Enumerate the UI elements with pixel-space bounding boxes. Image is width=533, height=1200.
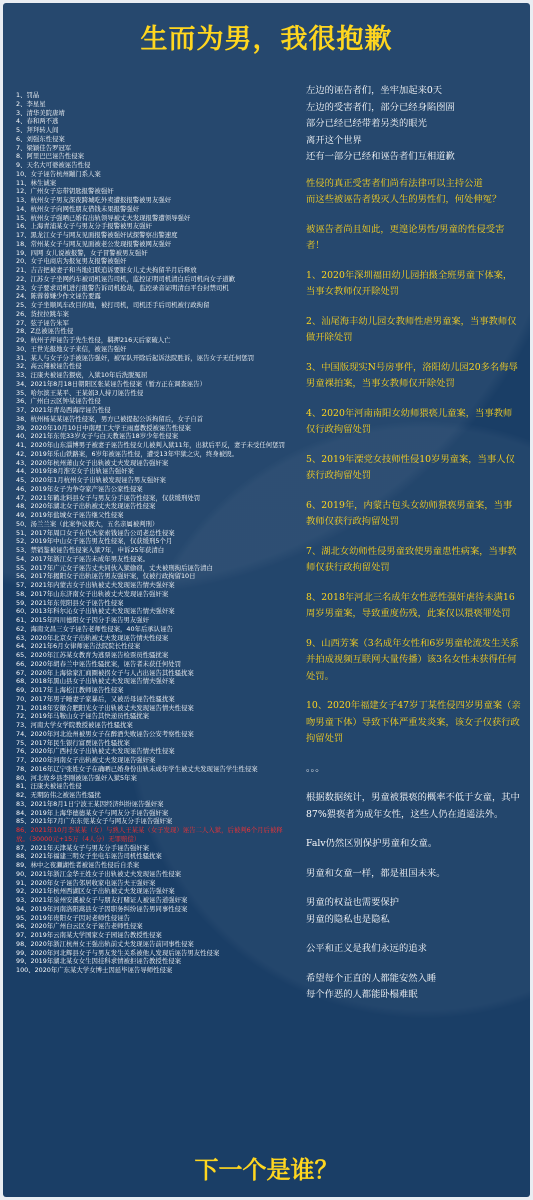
case-list-item: 31、某人与女子分手被诬告强奸，被军队开除后起诉法院胜诉，诬告女子无任何惩罚 <box>16 353 255 362</box>
case-list-item: 14、杭州女子向网性朋友借钱未果报警强奸 <box>16 204 140 213</box>
case-list-item: 11、林生诚案 <box>16 178 57 187</box>
case-list-item: 25、女子坐顺风车改目的地，被打司机，司机还手后司机被行政拘留 <box>16 301 210 309</box>
case-list-item: 85、2021年7月广东东莞某女子与网友分手诬告强奸案 <box>16 817 173 826</box>
commentary-paragraph <box>306 406 521 439</box>
case-list-item: 94、2019年河南洛阳嵩县女子因职务纠纷诬告男同事性侵案 <box>16 904 188 913</box>
case-list-item: 33、汪康夫被诬告猥亵，入狱10年后洗脱冤屈 <box>16 371 148 379</box>
case-list-item: 75、2017年民生银行富贾诬告性骚扰案 <box>16 738 130 747</box>
commentary-paragraph <box>306 222 521 255</box>
commentary-line: 希望每个正直的人都能安然入睡 <box>306 972 437 984</box>
case-list-item: 29、杭州子萍诬告于先生性侵，羁押216天后家破人亡 <box>16 336 171 344</box>
commentary-paragraph <box>306 761 521 778</box>
case-list-item: 57、2021年内蒙古女子出轨被丈夫发现诬告情夫强奸案 <box>16 581 175 589</box>
commentary-paragraph <box>306 268 521 301</box>
case-list <box>16 91 288 975</box>
commentary-line: 每个作恶的人都能卧榻难眠 <box>306 989 418 1000</box>
case-list-item: 88、2021年福建三明女子坐电车诬告司机性骚扰案 <box>16 852 162 861</box>
case-list-item: 12、广州女子忘带钥匙报警被强奸 <box>16 187 114 196</box>
commentary-line: 离开这个世界 <box>306 134 362 146</box>
commentary-line: 部分已经已经带着另类的眼光 <box>306 118 427 129</box>
case-list-item: 53、禁销鉴被诬告性侵案入狱7年，申诉25年获清白 <box>16 546 165 554</box>
case-list-item: 41、2020年山东淄博男子被妻子诬告性侵女儿被判入狱11年，出狱后平反，妻子未受任何惩罚 <box>16 441 285 449</box>
case-list-item: 96、2020年广州白云区女子诬告老师性侵案 <box>16 922 143 931</box>
case-list-item: 5、拜拜转人间 <box>16 126 59 134</box>
case-list-item: 21、吉吉把被妻子和当地妇联追诉要脏女儿丈夫拘留半月后释放 <box>16 266 197 274</box>
case-list-item: 82、无期防伟之被诬告性骚扰 <box>16 791 101 799</box>
commentary-line: 9、山西芳案（3名成年女性和6岁男童轮流发生关系并拍成视频互联网大量传播）该3名女性未获得任何处罚。 <box>306 637 519 682</box>
commentary-paragraph <box>306 971 521 1004</box>
commentary-paragraph <box>306 314 521 347</box>
commentary-paragraph <box>306 360 521 393</box>
case-list-item: 71、2018年安徽合肥阳光女子出轨被丈夫发现诬告情夫性侵案 <box>16 703 194 712</box>
case-list-item: 99、2019年湖北某女女生因挂科求情被拒诬告教授性侵案 <box>16 957 181 966</box>
case-list-item: 3、清华美院唐靖 <box>16 108 65 117</box>
case-list-item: 17、黑龙江女子与网友见面报警被强奸试探警察出警速度 <box>16 231 178 239</box>
case-list-item: 44、2019年8月淮安女子出轨诬告强奸案 <box>16 467 134 476</box>
case-list-item: 67、2020年上海徐家汇商圈被拐女子与人占出诬告其性骚扰案 <box>16 668 194 677</box>
case-list-item: 45、2020年1月杭州女子出轨被发现诬告男友强奸案 <box>16 476 166 484</box>
case-list-item: 20、女子电商店为报复男友报警被强奸 <box>16 257 127 266</box>
case-list-item: 19、四网 女儿说被报警，女子冒警被男友强奸 <box>16 248 148 257</box>
commentary-line: 男童和女童一样，都是祖国未来。 <box>306 867 446 879</box>
case-list-item: 51、2017年周口女子在代夫家索钱诬告公司老总性侵案 <box>16 528 175 537</box>
case-list-item: 9、天名大可婆被诬告性侵 <box>16 161 91 169</box>
case-list-item: 56、2017年揭阳女子出轨诬告男友强奸案，仅被行政拘留10日 <box>16 572 196 581</box>
case-list-item: 61、2015年四川德阳女子因分手诬告男友强奸 <box>16 616 150 624</box>
commentary-line: 3、中国版现实N号房事件，洛阳幼儿园20多名侮辱男童裸拍案，当事女教师仅开除处罚 <box>306 361 518 389</box>
commentary-paragraph <box>306 836 521 853</box>
case-list-item: 15、杭州女子强晒已婚有出轨领导被丈夫发现报警遭领导强奸 <box>16 213 191 222</box>
case-list-item: 40、2021年东莞33岁女子与白天教诬告18岁少年性侵案 <box>16 432 179 441</box>
commentary-paragraph <box>306 176 521 209</box>
case-list-item: 7、梁颖佳告罗冠军 <box>16 143 72 152</box>
case-list-item: 1、罚晶 <box>16 91 40 99</box>
case-list-item: 16、上海青浦某女子与男友分手报警被男友强奸 <box>16 222 152 231</box>
commentary-line: 8、2018年河北三名成年女性恶性强奸虐待未满16周岁男童案，导致重度伤残，此案仅以猥亵罪处罚 <box>306 591 515 619</box>
case-list-item: 90、2021年浙江金华王姓女子出轨被丈夫发现诬告性侵案 <box>16 869 181 878</box>
case-list-item: 13、杭州女子男友深夜跨城吃外卖遭报报警被男友强奸 <box>16 196 172 204</box>
case-list-item: 28、Z总被诬告性侵 <box>16 327 74 336</box>
case-list-item: 52、2019年中山女子诬告男友性侵案，仅获缓刑5个月 <box>16 537 173 546</box>
commentary-line: 男童的隐私也是隐私 <box>306 913 390 925</box>
case-list-item: 26、货拉拉跳车案 <box>16 309 69 318</box>
case-list-item: 39、2020年10月10日中南理工大学王雨嘉教授被诬告性侵案 <box>16 423 191 432</box>
commentary-paragraph <box>306 895 521 928</box>
commentary-paragraph <box>306 83 521 166</box>
case-list-item: 98、2020年浙江杭州女王强出轨前丈夫发现诬告前同事性侵案 <box>16 939 194 948</box>
commentary-line: 7、湖北女幼师性侵男童致使男童患性病案，当事教师仅获行政拘留处罚 <box>306 545 517 573</box>
case-list-item: 27、弦子诬告朱军 <box>16 318 69 327</box>
case-list-item: 87、2021年天津某女子与男友分手诬告强奸案 <box>16 843 150 852</box>
case-list-item: 37、2021年青岛西海岸诬告性侵 <box>16 406 111 414</box>
case-list-item: 80、河北故乡县李刚被诬告强奸入狱5年案 <box>16 773 137 782</box>
case-list-item: 93、2021年泉州安溪被女子与朋友打赌证人被诬告道强奸案 <box>16 896 188 904</box>
case-list-item: 48、2020年湖北女子出轨被丈夫发现诬告性侵案 <box>16 502 156 511</box>
commentary-line: 5、2019年溧党女技师性侵10岁男童案，当事人仅获行政拘留处罚 <box>306 453 515 481</box>
case-list-item: 46、2019年女子为争夺家产诬告公家性侵案 <box>16 484 143 493</box>
commentary-line: 4、2020年河南南阳女幼师猥亵儿童案，当事教师仅行政拘留处罚 <box>306 407 513 435</box>
case-list-item: 35、哈尔滨王某平、王某娟3人持刀诬告性侵 <box>16 388 144 397</box>
case-list-item: 30、王世光报地女子来信，被诬告强奸 <box>16 344 127 353</box>
commentary-line: 2、汕尾海丰幼儿园女教师性虐男童案，当事教师仅做开除处罚 <box>306 315 517 343</box>
case-list-item: 38、杭州杨某某诬告性侵案，男方已被提起公诉拘留后，女子自首 <box>16 414 204 423</box>
case-list-item: 18、常州某女子与网友见面被老公发现报警被网友强奸 <box>16 239 172 248</box>
case-list-item: 92、2021年杭州西湖区女子出轨被丈夫发现诬告强奸案 <box>16 887 175 896</box>
case-list-item: 64、2021年6月女律师诬告法院院长性侵案 <box>16 642 141 651</box>
case-list-item: 99、2020年河北辉县女子与男友发生关系被他人发现后诬告男友性侵案 <box>16 948 220 957</box>
case-list-item: 62、海南文昌三女子诬告老师性侵案，40年后承认诬告 <box>16 624 173 633</box>
commentary-line: 左边的诬告者们，坐牢加起来0天 <box>306 85 443 96</box>
commentary-line: 。。。 <box>306 762 325 774</box>
commentary-line: 公平和正义是我们永远的追求 <box>306 943 427 954</box>
commentary-paragraph <box>306 636 521 686</box>
case-list-item: 72、2019年马鞍山女子诬告其快递员性骚扰案 <box>16 712 150 721</box>
case-list-item: 69、2017年上海松江教师诬告性侵案 <box>16 686 124 694</box>
case-list-item: 100、2020年广东某大学女博士因延毕诬告导师性侵案 <box>16 966 173 974</box>
commentary-paragraph <box>306 941 521 958</box>
case-list-item: 47、2021年鹤北料县女子与男友分手诬告性侵案，仅获缓刑处罚 <box>16 493 201 502</box>
case-list-item: 10、女子诬告杭州蹦门系人案 <box>16 169 101 178</box>
poster <box>3 3 530 1197</box>
case-list-item: 42、2019年乐山铁路案，6岁年被诬告性侵，遭受13年牢狱之灾，终身被毁。 <box>16 449 238 458</box>
case-list-item: 22、江苏女子坐网约车被司机诬告司机，监控证明司机清白后司机向女子道歉 <box>16 274 236 283</box>
case-list-item: 84、2019年上海华德德某女子与网友分手诬告强奸案 <box>16 808 169 817</box>
case-list-item: 6、刘强东性侵案 <box>16 134 65 143</box>
case-list-item: 95、2019年贵阳女子因对老师性侵诬告 <box>16 913 130 922</box>
commentary-line: 6、2019年，内蒙古包头女幼师猥亵男童案，当事教师仅获行政拘留处罚 <box>306 499 513 527</box>
commentary-paragraph <box>306 544 521 577</box>
commentary-line: 而这些被诬告者毁灭人生的男性们，何处伸冤？ <box>306 194 502 205</box>
commentary-paragraph <box>306 790 521 823</box>
commentary-paragraph <box>306 698 521 748</box>
case-list-item: 89、林中之夜瀬湖性者被诬告性侵后自杀案 <box>16 861 140 869</box>
case-list-item: 77、2020年河南女子出轨被丈夫发现诬告强奸案 <box>16 756 156 764</box>
commentary-line: 男童的权益也需要保护 <box>306 897 399 908</box>
poster-title: 生而为男，我很抱歉 <box>140 24 393 55</box>
case-list-item: 81、汪康夫被诬告性侵 <box>16 782 82 791</box>
case-list-item: 65、2020年江苏某女教育为逃票诬告检票员性骚扰案 <box>16 651 169 659</box>
commentary-paragraph <box>306 498 521 531</box>
poster-footer: 下一个是谁？ <box>194 1156 339 1184</box>
case-list-item: 23、女子要求司机进行报警告诉司机抢劫，监控录音证明清白平台封禁司机 <box>16 283 229 292</box>
case-list-item: 50、汤兰兰案（此案争议极大，五名亲属被判刑） <box>16 519 159 528</box>
commentary-column <box>306 83 521 1017</box>
case-list-item: 66、2020年胡春兰中诬告性骚扰案，诬告者未获任何处罚 <box>16 659 181 668</box>
commentary-paragraph <box>306 866 521 883</box>
commentary-line: Falv仍然区别保护男童和女童。 <box>306 838 438 849</box>
case-list-item: 49、2019年盐城女子诬告继父性侵案 <box>16 511 124 519</box>
commentary-line: 性侵的真正受害者们尚有法律可以主持公道 <box>306 177 483 189</box>
case-list-item: 83、2021年8月1日宁波王某因经济纠纷诬告强奸案 <box>16 799 164 808</box>
case-list-item: 54、2017年浙江女子诬告未成年男友性侵案。 <box>16 554 150 563</box>
case-list-item: 4、春和两不逃 <box>16 117 59 126</box>
case-list-item: 60、2013年科尔沁女子出轨被丈夫发现诬告情夫强奸案 <box>16 607 175 616</box>
case-list-item: 8、阿里巴巴诬告性侵案 <box>16 152 84 161</box>
case-list-item: 24、陈蓉蓉嫌少作文诬告要露 <box>16 292 101 301</box>
commentary-line: 10、2020年福建女子47岁丁某性侵四岁男童案（亲吻男童下体）导致下体严重发炎案，该女子仅获行政拘留处罚 <box>306 700 521 744</box>
case-list-item: 86、2021年10月李某某（女）与熟人王某某（女子发现）诬告二人入狱，后被判6个月后被释放。（30000元+15万（4人分）无罪赔偿） <box>16 826 283 843</box>
case-list-item: 34、2021年8月18日朝阳区张某诬告性侵案（暂方正在调查诬告） <box>16 379 206 388</box>
case-list-item: 59、2021年东莞阳县女子诬告性侵案 <box>16 598 124 607</box>
case-list-item: 74、2020年河北沧州被男女子在醉酒失败诬告公安考察性侵案 <box>16 729 194 738</box>
case-list-item: 32、高云翔被诬告性侵 <box>16 362 82 371</box>
case-list-item: 78、2016年辽宁张姓女子在确晒已婚身份出轨未成年学生被丈夫发现诬告学生性侵案 <box>16 764 258 773</box>
case-list-item: 76、2020年广西村女子出轨被丈夫发现诬告情夫性侵案 <box>16 747 175 756</box>
case-list-item: 73、河南大学女学院教授被诬告性骚扰案 <box>16 721 133 729</box>
case-list-item: 68、2018年黑山县女子出轨被丈夫发现诬告情夫强奸案 <box>16 677 175 686</box>
commentary-line: 根据数据统计，男童被猥亵的概率不低于女童，其中87%猥亵者为成年女性，这些人仍在逍遥法外。 <box>306 792 520 820</box>
commentary-line: 左边的受害者们，部分已经身陷囹圄 <box>306 101 455 113</box>
commentary-line: 还有一部分已经和诬告者们互相道歉 <box>306 151 455 162</box>
case-list-item: 2、李星星 <box>16 99 46 108</box>
case-list-item: 70、2017年男子睡妻子家暴后，又被岳母诬告性骚扰案 <box>16 694 175 703</box>
commentary-line: 1、2020年深圳福田幼儿园拍摄全班男童下体案，当事女教师仅开除处罚 <box>306 269 513 297</box>
case-list-item: 63、2020年北京女子出轨被丈夫发现诬告情夫性侵案 <box>16 633 169 642</box>
case-list-item: 55、2017年广元女子诬告丈夫同伙入狱偷窃，丈夫被刑拘后诬告清白 <box>16 563 213 572</box>
case-list-item: 36、广州白云区钟某诬告性侵 <box>16 397 101 406</box>
commentary-paragraph <box>306 590 521 623</box>
commentary-line: 被诬告者尚且如此，更遑论男性/男童的性侵受害者！ <box>306 223 505 251</box>
case-list-item: 91、2020年女子诬告邻居收家电诬告夫王强奸案 <box>16 878 156 887</box>
case-list-item: 97、2019年云南某大学国家女子园诬告教授性侵案 <box>16 931 162 939</box>
case-list-item: 43、2020年杭州萧山女子出轨被丈夫发现诬告强奸案 <box>16 458 169 467</box>
case-list-item: 58、2017年山东济南女子出轨被丈夫发现诬告强奸案 <box>16 589 169 598</box>
commentary-paragraph <box>306 452 521 485</box>
